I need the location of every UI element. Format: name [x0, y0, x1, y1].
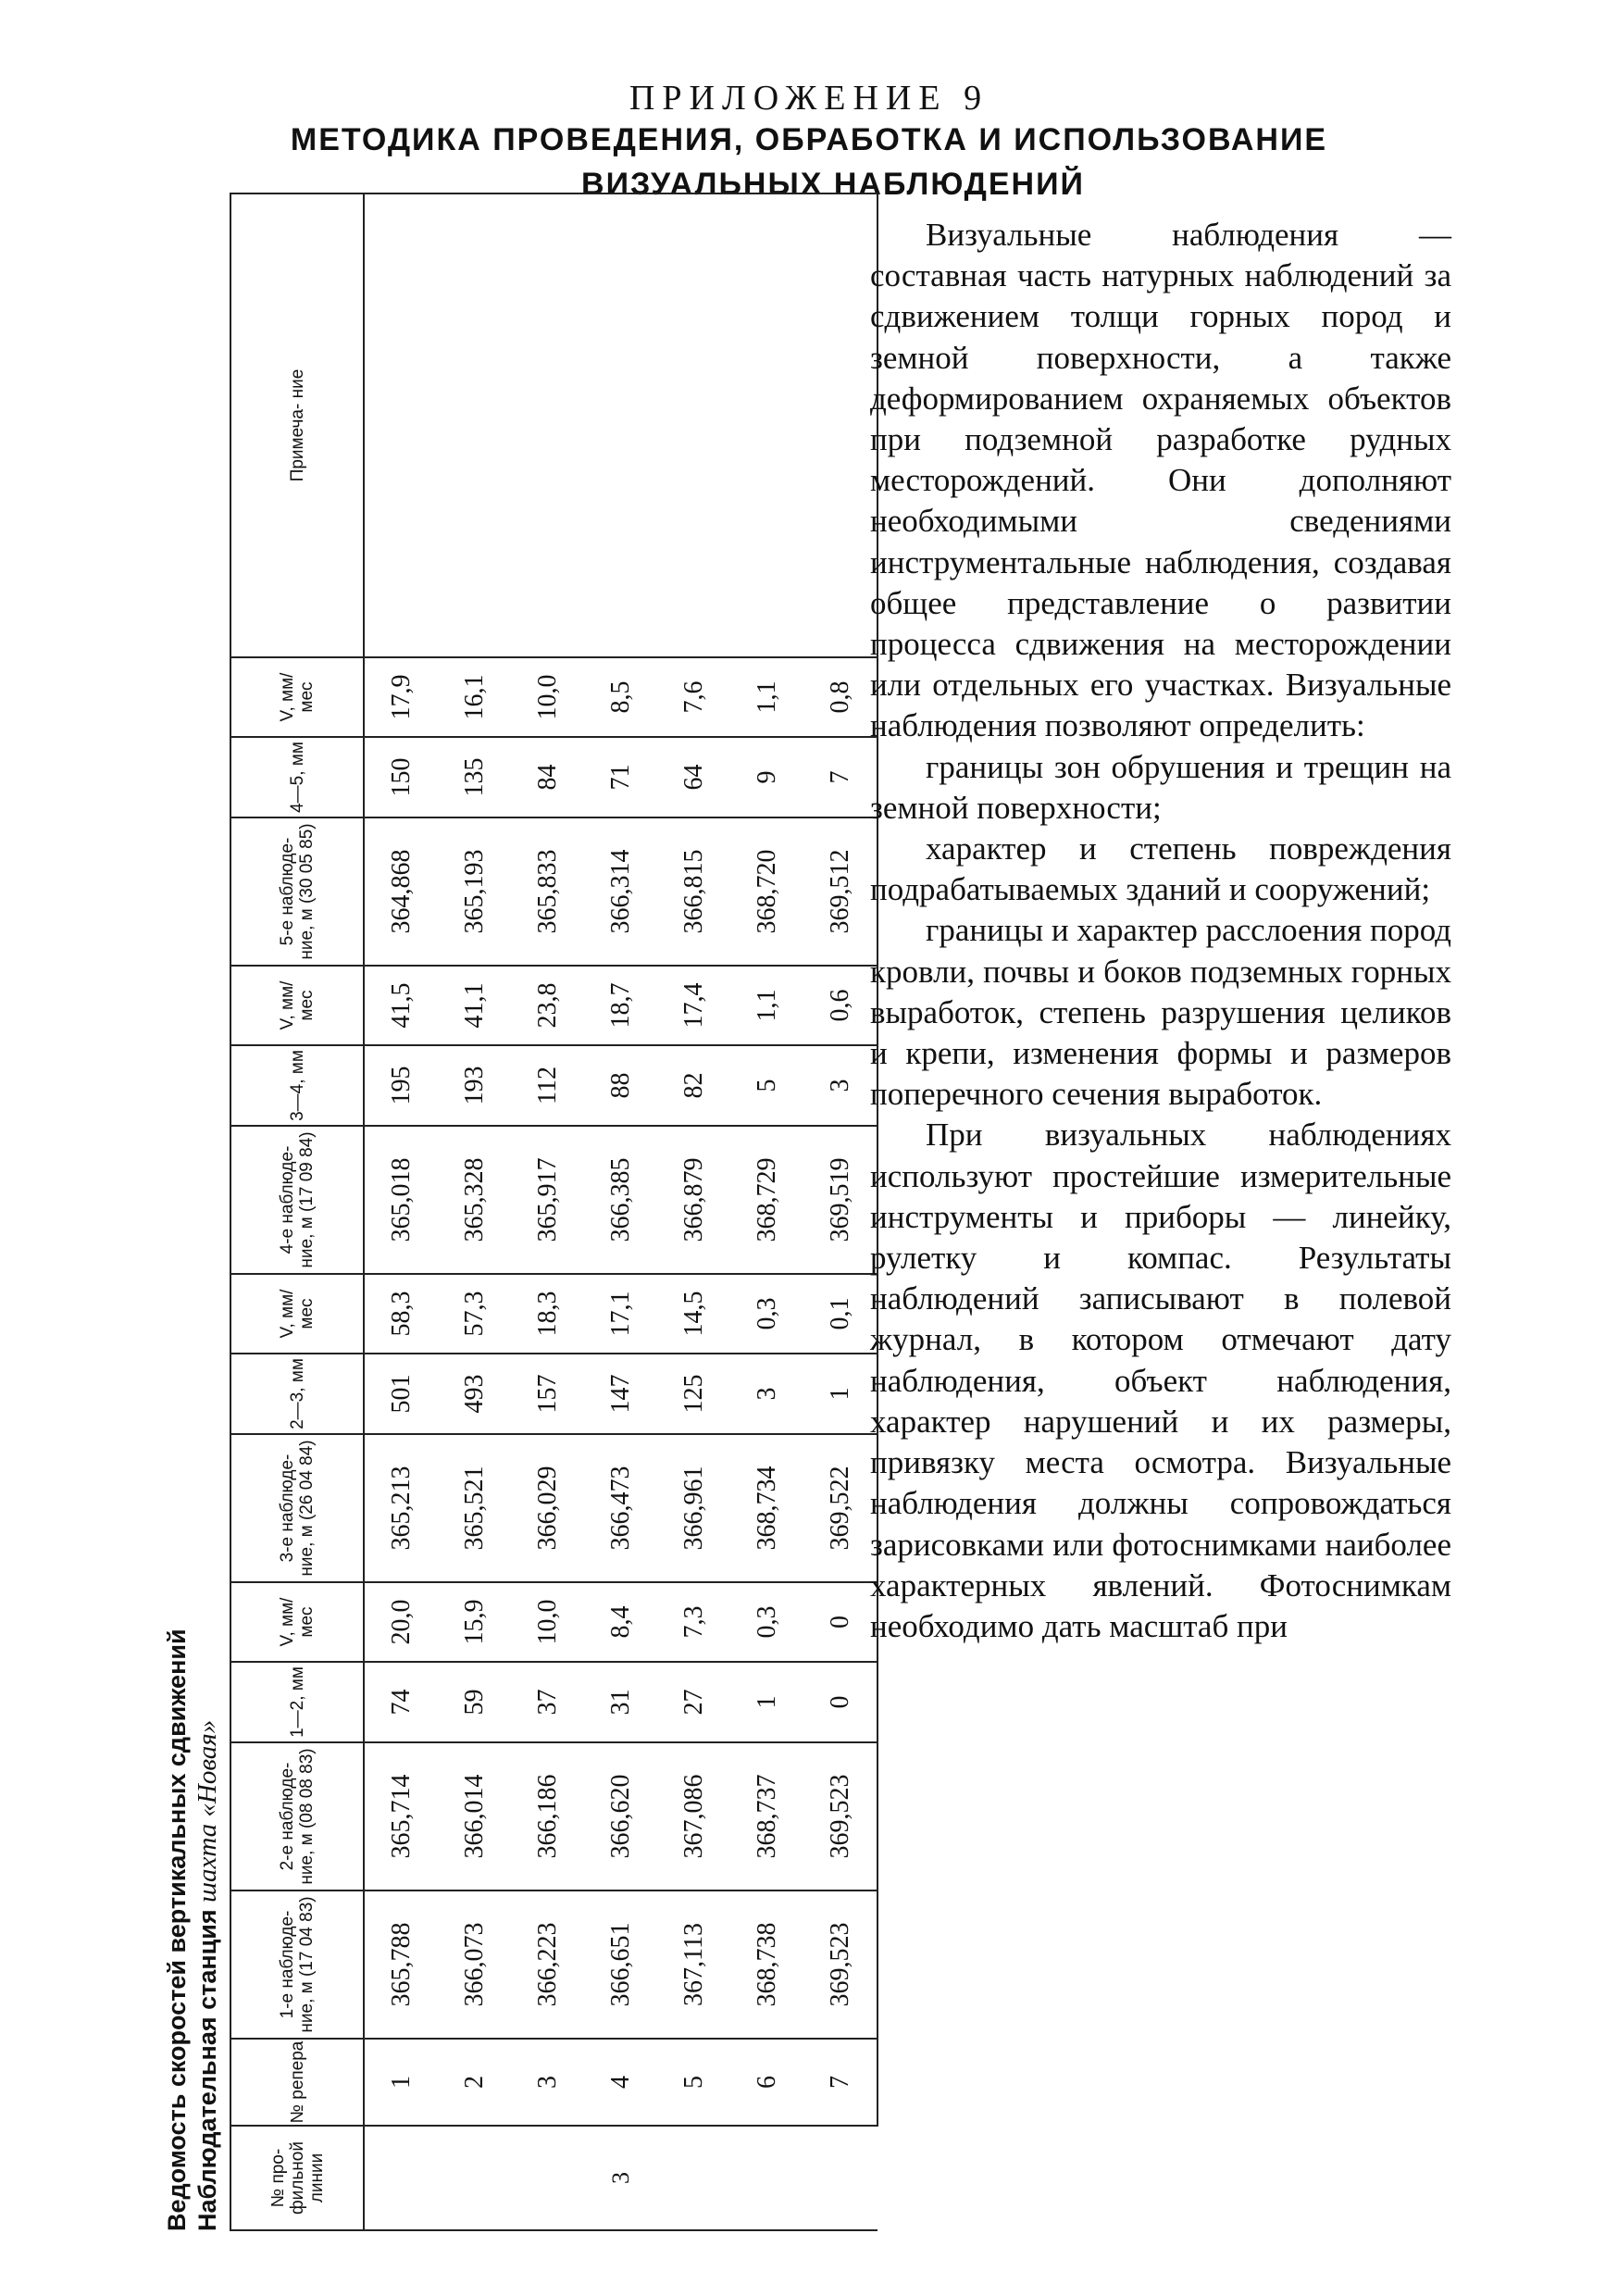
appendix-number: ПРИЛОЖЕНИЕ 9 [629, 79, 989, 118]
col-profile-no: № про- фильной линии [230, 2126, 364, 2230]
cell: 366,186 [511, 1742, 584, 1890]
cell: 493 [438, 1354, 511, 1434]
cell: 17,9 [364, 657, 438, 737]
col-obs2: 2-е наблюде- ние, м (08 08 83) [230, 1742, 364, 1890]
cell: 369,523 [803, 1890, 877, 2039]
cell: 8,4 [584, 1582, 657, 1662]
cell: 367,086 [657, 1742, 730, 1890]
cell: 157 [511, 1354, 584, 1434]
col-obs3: 3-е наблюде- ние, м (26 04 84) [230, 1434, 364, 1582]
cell: 366,473 [584, 1434, 657, 1582]
cell: 366,073 [438, 1890, 511, 2039]
station-name: шахта «Новая» [193, 1719, 222, 1903]
cell: 0,8 [803, 657, 877, 737]
cell: 369,519 [803, 1126, 877, 1274]
cell: 365,193 [438, 817, 511, 966]
cell: 2 [438, 2039, 511, 2126]
cell: 16,1 [438, 657, 511, 737]
cell [584, 193, 657, 657]
cell: 82 [657, 1045, 730, 1126]
col-v12: V, мм/мес [230, 1582, 364, 1662]
cell: 365,213 [364, 1434, 438, 1582]
cell: 37 [511, 1662, 584, 1742]
cell: 0 [803, 1662, 877, 1742]
cell: 366,314 [584, 817, 657, 966]
col-v34: V, мм/мес [230, 966, 364, 1045]
cell: 125 [657, 1354, 730, 1434]
cell: 366,620 [584, 1742, 657, 1890]
station-label: Наблюдательная станция [193, 1902, 221, 2231]
cell: 366,879 [657, 1126, 730, 1274]
cell: 368,738 [730, 1890, 803, 2039]
section-title-line2: ВИЗУАЛЬНЫХ НАБЛЮДЕНИЙ [581, 167, 1085, 202]
cell [511, 193, 584, 657]
cell: 10,0 [511, 1582, 584, 1662]
cell: 501 [364, 1354, 438, 1434]
cell: 0 [803, 1582, 877, 1662]
col-d12: 1—2, мм [230, 1662, 364, 1742]
cell: 365,521 [438, 1434, 511, 1582]
profile-line-cell: 3 [364, 2126, 877, 2230]
table-row [584, 193, 657, 2230]
col-obs5: 5-е наблюде- ние, м (30 05 85) [230, 817, 364, 966]
cell: 71 [584, 737, 657, 817]
col-d34: 3—4, мм [230, 1045, 364, 1126]
cell: 1 [730, 1662, 803, 1742]
col-obs4: 4-е наблюде- ние, м (17 09 84) [230, 1126, 364, 1274]
cell: 1 [364, 2039, 438, 2126]
cell: 41,5 [364, 966, 438, 1045]
col-obs1: 1-е наблюде- ние, м (17 04 83) [230, 1890, 364, 2039]
cell [438, 193, 511, 657]
cell: 84 [511, 737, 584, 817]
cell: 369,523 [803, 1742, 877, 1890]
cell: 88 [584, 1045, 657, 1126]
cell: 14,5 [657, 1274, 730, 1354]
cell: 147 [584, 1354, 657, 1434]
col-note: Примеча- ние [230, 193, 364, 657]
cell: 1 [803, 1354, 877, 1434]
cell: 57,3 [438, 1274, 511, 1354]
cell: 369,512 [803, 817, 877, 966]
cell: 3 [803, 1045, 877, 1126]
cell: 7,3 [657, 1582, 730, 1662]
cell: 17,1 [584, 1274, 657, 1354]
cell: 193 [438, 1045, 511, 1126]
cell: 3 [511, 2039, 584, 2126]
cell: 7 [803, 2039, 877, 2126]
cell: 0,3 [730, 1274, 803, 1354]
cell: 27 [657, 1662, 730, 1742]
cell: 112 [511, 1045, 584, 1126]
col-benchmark-no: № репера [230, 2039, 364, 2126]
cell: 365,714 [364, 1742, 438, 1890]
cell: 366,961 [657, 1434, 730, 1582]
cell: 18,3 [511, 1274, 584, 1354]
cell: 368,737 [730, 1742, 803, 1890]
col-d45: 4—5, мм [230, 737, 364, 817]
cell: 368,729 [730, 1126, 803, 1274]
cell [730, 193, 803, 657]
cell: 8,5 [584, 657, 657, 737]
cell: 23,8 [511, 966, 584, 1045]
table-row [657, 193, 730, 2230]
cell: 58,3 [364, 1274, 438, 1354]
cell: 366,029 [511, 1434, 584, 1582]
cell: 135 [438, 737, 511, 817]
cell: 367,113 [657, 1890, 730, 2039]
cell: 3 [730, 1354, 803, 1434]
cell: 59 [438, 1662, 511, 1742]
cell: 365,833 [511, 817, 584, 966]
paragraph: При визуальных наблюдениях используют простейшие измерительные инструменты и приборы — линейку, рулетку и компас. Результаты наблюдений записывают в полевой журнал, в котором отмечают дату наблюдения, объект наблюдения, характер нарушений и их размеры, привязку места осмотра. Визуальные наблюдения должны сопровождаться зарисовками или фотоснимками наиболее характерных явлений. Фотоснимкам необходимо дать масштаб при [870, 1117, 1451, 1644]
cell: 366,815 [657, 817, 730, 966]
cell [364, 193, 438, 657]
cell [803, 193, 877, 657]
cell: 9 [730, 737, 803, 817]
cell: 365,917 [511, 1126, 584, 1274]
cell: 1,1 [730, 657, 803, 737]
cell: 7,6 [657, 657, 730, 737]
cell: 18,7 [584, 966, 657, 1045]
cell: 41,1 [438, 966, 511, 1045]
cell: 366,385 [584, 1126, 657, 1274]
cell: 366,223 [511, 1890, 584, 2039]
cell: 64 [657, 737, 730, 817]
displacement-table [230, 193, 878, 2231]
table-subcaption [193, 204, 223, 2231]
cell: 5 [657, 2039, 730, 2126]
paragraph: границы и характер расслоения пород кровли, почвы и боков подземных горных выработок, степень разрушения целиков и крепи, изменения формы и размеров поперечного сечения выработок. [870, 912, 1451, 1113]
cell: 6 [730, 2039, 803, 2126]
table-row [730, 193, 803, 2230]
paragraph: характер и степень повреждения подрабатываемых зданий и сооружений; [870, 830, 1451, 908]
cell: 10,0 [511, 657, 584, 737]
cell: 365,018 [364, 1126, 438, 1274]
body-text [870, 215, 1451, 1647]
cell: 365,788 [364, 1890, 438, 2039]
cell: 150 [364, 737, 438, 817]
table-caption: Ведомость скоростей вертикальных сдвижений [163, 1628, 191, 2231]
paragraph: границы зон обрушения и трещин на земной поверхности; [870, 748, 1451, 826]
cell: 15,9 [438, 1582, 511, 1662]
cell: 368,734 [730, 1434, 803, 1582]
cell: 5 [730, 1045, 803, 1126]
table-row [511, 193, 584, 2230]
cell: 364,868 [364, 817, 438, 966]
section-title-line1: МЕТОДИКА ПРОВЕДЕНИЯ, ОБРАБОТКА И ИСПОЛЬЗОВАНИЕ [290, 122, 1328, 157]
table-header-row [230, 193, 364, 2230]
table-row [438, 193, 511, 2230]
cell: 365,328 [438, 1126, 511, 1274]
table-row [364, 193, 438, 2230]
cell: 7 [803, 737, 877, 817]
cell: 369,522 [803, 1434, 877, 1582]
rotated-table-block [157, 204, 879, 2231]
cell: 4 [584, 2039, 657, 2126]
cell: 17,4 [657, 966, 730, 1045]
cell: 195 [364, 1045, 438, 1126]
cell: 1,1 [730, 966, 803, 1045]
cell: 0,1 [803, 1274, 877, 1354]
cell: 31 [584, 1662, 657, 1742]
cell: 20,0 [364, 1582, 438, 1662]
col-v23: V, мм/мес [230, 1274, 364, 1354]
table-row [803, 193, 877, 2230]
cell: 368,720 [730, 817, 803, 966]
cell: 74 [364, 1662, 438, 1742]
cell: 0,6 [803, 966, 877, 1045]
cell: 366,014 [438, 1742, 511, 1890]
col-v45: V, мм/мес [230, 657, 364, 737]
cell [657, 193, 730, 657]
cell: 366,651 [584, 1890, 657, 2039]
col-d23: 2—3, мм [230, 1354, 364, 1434]
cell: 0,3 [730, 1582, 803, 1662]
paragraph: Визуальные наблюдения — составная часть натурных наблюдений за сдвижением толщи горных пород и земной поверхности, а также деформированием охраняемых объектов при подземной разработке рудных месторождений. Они дополняют необходимыми сведениями инструментальные наблюдения, создавая общее представление о развитии процесса сдвижения на месторождении или отдельных его участках. Визуальные наблюдения позволяют определить: [870, 217, 1451, 744]
